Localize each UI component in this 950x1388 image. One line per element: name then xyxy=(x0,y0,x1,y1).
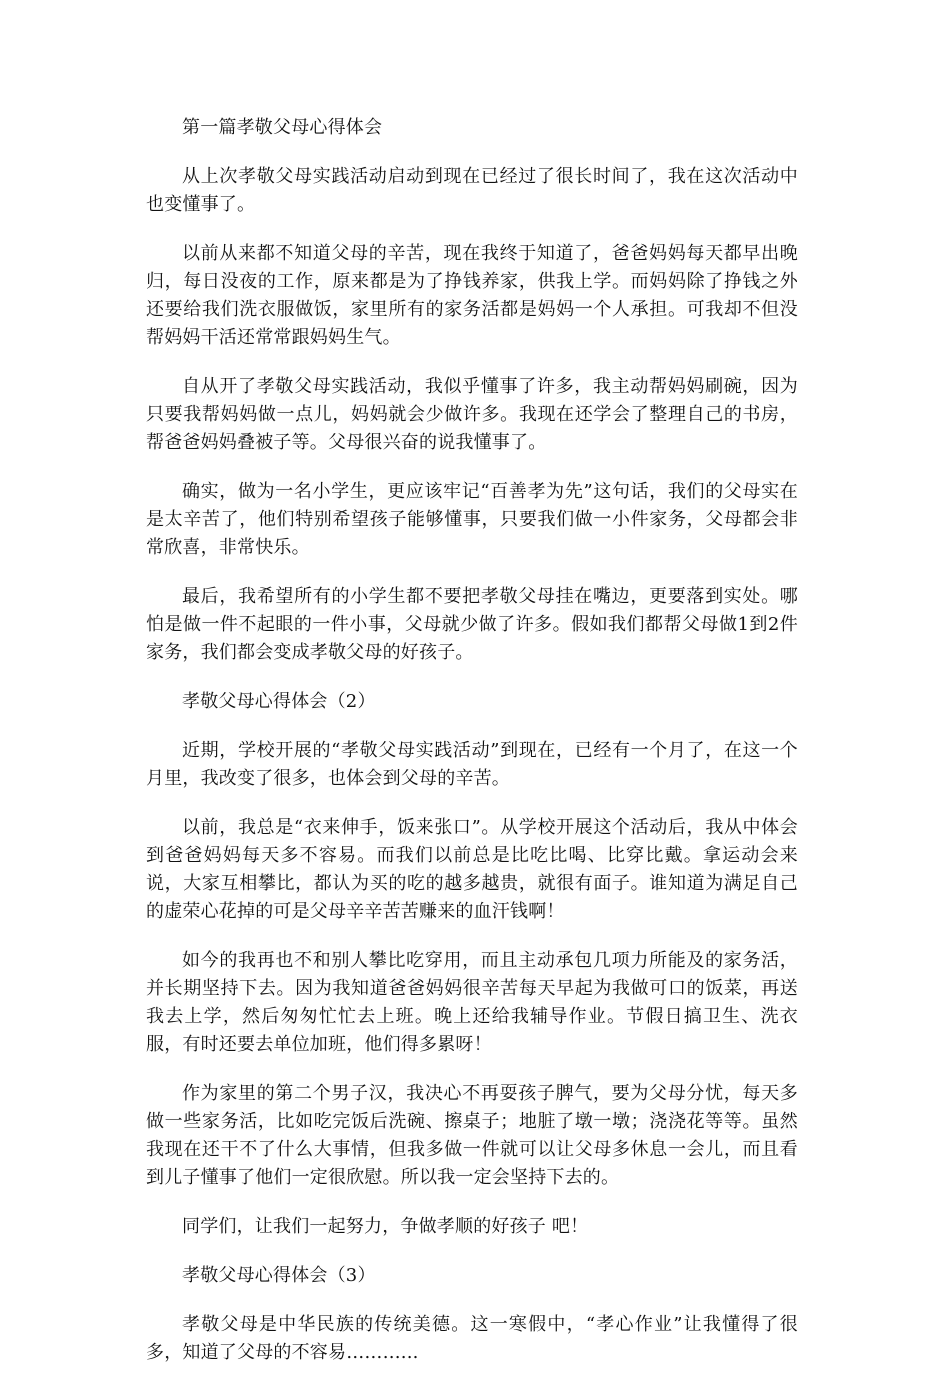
paragraph: 近期，学校开展的“孝敬父母实践活动”到现在，已经有一个月了，在这一个月里，我改变了很多，也体会到父母的辛苦。 xyxy=(146,740,798,789)
paragraph: 确实，做为一名小学生，更应该牢记“百善孝为先”这句话，我们的父母实在是太辛苦了，他们特别希望孩子能够懂事，只要我们做一小件家务，父母都会非常欣喜，非常快乐。 xyxy=(146,481,798,558)
paragraph: 最后，我希望所有的小学生都不要把孝敬父母挂在嘴边，更要落到实处。哪怕是做一件不起眼的一件小事，父母就少做了许多。假如我们都帮父母做1到2件家务，我们都会变成孝敬父母的好孩子。 xyxy=(146,586,798,663)
paragraph: 从上次孝敬父母实践活动启动到现在已经过了很长时间了，我在这次活动中也变懂事了。 xyxy=(146,166,798,215)
paragraph: 作为家里的第二个男子汉，我决心不再耍孩子脾气，要为父母分忧，每天多做一些家务活，比如吃完饭后洗碗、擦桌子；地脏了墩一墩；浇浇花等等。虽然我现在还干不了什么大事情，但我多做一件就可以让父母多休息一会儿，而且看到儿子懂事了他们一定很欣慰。所以我一定会坚持下去的。 xyxy=(146,1083,798,1188)
section-title-3: 孝敬父母心得体会（3） xyxy=(182,1265,376,1286)
paragraph: 以前从来都不知道父母的辛苦，现在我终于知道了，爸爸妈妈每天都早出晚归，每日没夜的工作，原来都是为了挣钱养家，供我上学。而妈妈除了挣钱之外还要给我们洗衣服做饭，家里所有的家务活都是妈妈一个人承担。可我却不但没帮妈妈干活还常常跟妈妈生气。 xyxy=(146,243,798,348)
paragraph: 自从开了孝敬父母实践活动，我似乎懂事了许多，我主动帮妈妈刷碗，因为只要我帮妈妈做一点儿，妈妈就会少做许多。我现在还学会了整理自己的书房，帮爸爸妈妈叠被子等。父母很兴奋的说我懂事了。 xyxy=(146,376,798,453)
paragraph: 孝敬父母是中华民族的传统美德。这一寒假中，“孝心作业”让我懂得了很多，知道了父母的不容易………... xyxy=(146,1314,798,1363)
document-body xyxy=(146,114,798,1388)
paragraph: 以前，我总是“衣来伸手，饭来张口”。从学校开展这个活动后，我从中体会到爸爸妈妈每天多不容易。而我们以前总是比吃比喝、比穿比戴。拿运动会来说，大家互相攀比，都认为买的吃的越多越贵，就很有面子。谁知道为满足自己的虚荣心花掉的可是父母辛辛苦苦赚来的血汗钱啊！ xyxy=(146,817,798,922)
section-title-2: 孝敬父母心得体会（2） xyxy=(182,691,376,712)
section-title-1: 第一篇孝敬父母心得体会 xyxy=(182,117,383,138)
paragraph: 如今的我再也不和别人攀比吃穿用，而且主动承包几项力所能及的家务活，并长期坚持下去。因为我知道爸爸妈妈很辛苦每天早起为我做可口的饭菜，再送我去上学，然后匆匆忙忙去上班。晚上还给我辅导作业。节假日搞卫生、洗衣服，有时还要去单位加班，他们得多累呀！ xyxy=(146,950,798,1055)
paragraph: 同学们，让我们一起努力，争做孝顺的好孩子 吧！ xyxy=(182,1216,589,1237)
